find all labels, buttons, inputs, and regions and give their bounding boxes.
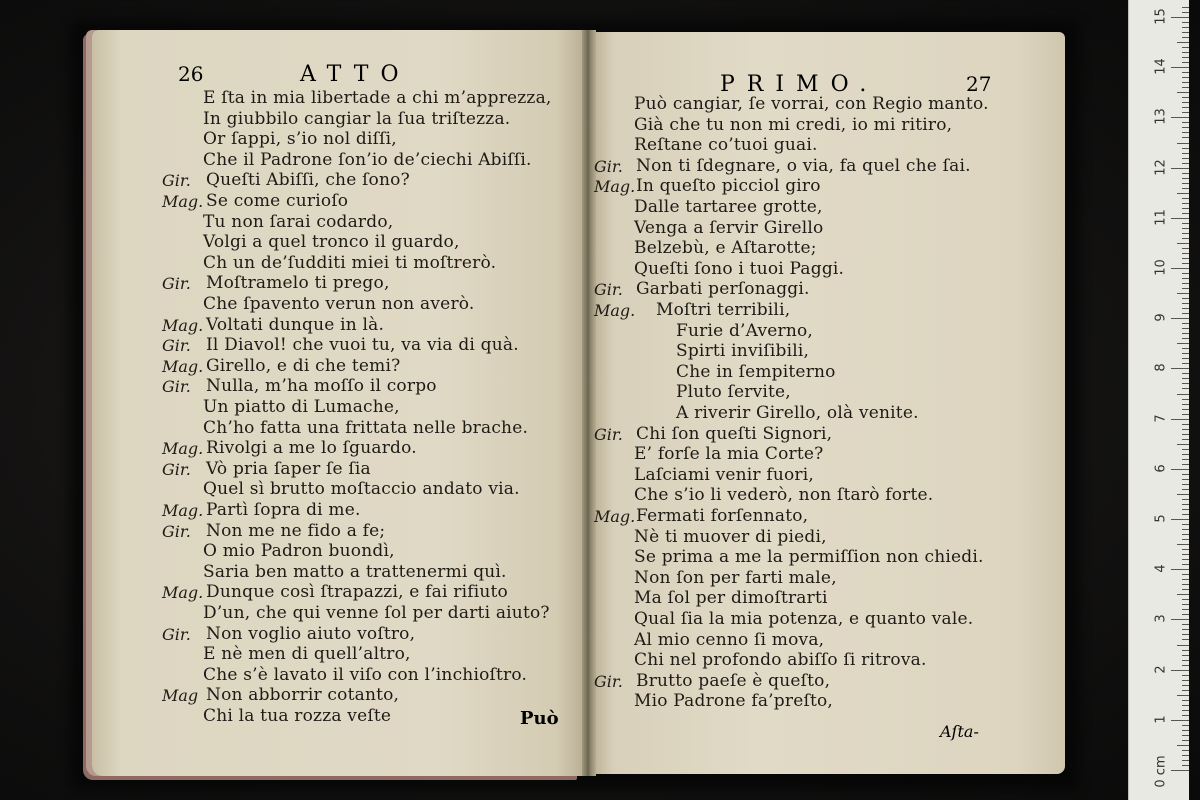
ruler-tick bbox=[1182, 188, 1189, 189]
verse-line: Rivolgi a me lo ſguardo. bbox=[206, 438, 417, 459]
verse-line: D’un, che qui venne ſol per darti aiuto? bbox=[203, 603, 550, 623]
ruler-tick bbox=[1182, 660, 1189, 661]
verse-line: Moſtri terribili, bbox=[656, 300, 791, 320]
ruler-tick bbox=[1182, 534, 1189, 535]
verse-line: Garbati perſonaggi. bbox=[636, 279, 810, 300]
ruler-number: 8 bbox=[1153, 363, 1169, 373]
ruler-tick bbox=[1177, 343, 1189, 344]
ruler-tick bbox=[1182, 82, 1189, 83]
ruler-number: 15 bbox=[1153, 8, 1169, 25]
verse-line: Che s’io li vederò, non ſtarò forte. bbox=[634, 485, 934, 506]
ruler-number: 10 bbox=[1153, 259, 1169, 276]
ruler-tick bbox=[1177, 92, 1189, 93]
ruler-tick bbox=[1182, 574, 1189, 575]
ruler-tick bbox=[1171, 67, 1189, 68]
verse-line: Belzebù, e Aſtarotte; bbox=[634, 238, 817, 259]
verse-line: Ma ſol per dimoſtrarti bbox=[634, 588, 828, 609]
ruler-tick bbox=[1182, 52, 1189, 53]
ruler-tick bbox=[1171, 218, 1189, 219]
verse-line: Pluto ſervite, bbox=[676, 382, 791, 403]
ruler-tick bbox=[1182, 399, 1189, 400]
ruler-tick bbox=[1182, 710, 1189, 711]
speaker-label: Gir. bbox=[162, 377, 191, 397]
ruler-tick bbox=[1182, 137, 1189, 138]
speaker-label: Mag. bbox=[162, 501, 204, 520]
ruler-tick bbox=[1182, 750, 1189, 751]
ruler-unit-label: 0 cm bbox=[1153, 755, 1169, 788]
ruler-tick bbox=[1182, 198, 1189, 199]
ruler-tick bbox=[1182, 685, 1189, 686]
ruler-tick bbox=[1182, 208, 1189, 209]
ruler-tick bbox=[1182, 524, 1189, 525]
ruler-tick bbox=[1171, 117, 1189, 118]
ruler-tick bbox=[1182, 112, 1189, 113]
speaker-label: Gir. bbox=[162, 624, 191, 644]
ruler-tick bbox=[1182, 333, 1189, 334]
verse-line: Al mio cenno ſi mova, bbox=[634, 629, 825, 650]
speaker-label: Gir. bbox=[162, 336, 191, 356]
ruler-tick bbox=[1171, 469, 1189, 470]
verse-line: Che ſpavento verun non averò. bbox=[203, 294, 475, 314]
ruler-tick bbox=[1182, 102, 1189, 103]
ruler-tick bbox=[1182, 740, 1189, 741]
ruler-tick bbox=[1182, 273, 1189, 274]
ruler-tick bbox=[1182, 173, 1189, 174]
verse-line: O mio Padron buondì, bbox=[203, 541, 395, 562]
ruler-tick bbox=[1182, 489, 1189, 490]
ruler-number: 2 bbox=[1153, 664, 1169, 674]
verse-line: Mio Padrone fa’preſto, bbox=[634, 691, 834, 712]
ruler-tick bbox=[1182, 690, 1189, 691]
verse-line: Che il Padrone ſon’io de’ciechi Abiſſi. bbox=[203, 149, 532, 170]
speaker-label: Gir. bbox=[594, 156, 623, 176]
ruler-tick bbox=[1182, 449, 1189, 450]
verse-line: Già che tu non mi credi, io mi ritiro, bbox=[634, 114, 953, 135]
verse-line: Non ti ſdegnare, o via, fa quel che ſai. bbox=[636, 155, 971, 176]
ruler-tick bbox=[1182, 228, 1189, 229]
ruler-tick bbox=[1182, 730, 1189, 731]
verse-line: Se come curioſo bbox=[206, 191, 349, 211]
ruler-tick bbox=[1182, 158, 1189, 159]
ruler-tick bbox=[1171, 670, 1189, 671]
ruler-tick bbox=[1182, 22, 1189, 23]
left-running-head: ATTO bbox=[300, 62, 411, 87]
ruler-number: 11 bbox=[1153, 209, 1169, 226]
ruler-tick bbox=[1182, 404, 1189, 405]
ruler-tick bbox=[1171, 368, 1189, 369]
verse-line: Non voglio aiuto voſtro, bbox=[206, 623, 416, 644]
ruler-tick bbox=[1182, 248, 1189, 249]
ruler-tick bbox=[1182, 388, 1189, 389]
ruler-tick bbox=[1182, 323, 1189, 324]
ruler-tick bbox=[1182, 700, 1189, 701]
verse-line: Voltati dunque in là. bbox=[206, 314, 385, 335]
ruler-tick bbox=[1182, 213, 1189, 214]
ruler-tick bbox=[1182, 148, 1189, 149]
verse-line: E nè men di quell’altro, bbox=[203, 644, 411, 665]
verse-line: Un piatto di Lumache, bbox=[203, 397, 400, 417]
ruler-tick bbox=[1182, 459, 1189, 460]
verse-line: Queſti Abiſſi, che ſono? bbox=[206, 170, 410, 191]
ruler-tick bbox=[1182, 183, 1189, 184]
ruler-tick bbox=[1182, 178, 1189, 179]
verse-line: Non me ne fido a fe; bbox=[206, 520, 386, 541]
ruler-tick bbox=[1182, 288, 1189, 289]
ruler-tick bbox=[1171, 419, 1189, 420]
ruler-tick bbox=[1182, 624, 1189, 625]
speaker-label: Mag. bbox=[162, 192, 204, 211]
ruler-number: 9 bbox=[1153, 313, 1169, 322]
ruler-tick bbox=[1182, 439, 1189, 440]
verse-line: Chi nel profondo abiſſo ſi ritrova. bbox=[634, 650, 927, 671]
verse-line: Qual ſia la mia potenza, e quanto vale. bbox=[634, 609, 974, 629]
ruler-tick bbox=[1182, 650, 1189, 651]
ruler-tick bbox=[1177, 695, 1189, 696]
ruler-tick bbox=[1182, 27, 1189, 28]
verse-line: Fermati forſennato, bbox=[636, 506, 809, 526]
ruler-number: 13 bbox=[1153, 108, 1169, 126]
ruler-tick bbox=[1177, 745, 1189, 746]
speaker-label: Gir. bbox=[162, 521, 191, 541]
ruler-tick bbox=[1171, 519, 1189, 520]
verse-line: Ch’ho fatta una frittata nelle brache. bbox=[203, 417, 529, 438]
ruler-tick bbox=[1182, 504, 1189, 505]
ruler-tick bbox=[1182, 409, 1189, 410]
ruler-tick bbox=[1182, 47, 1189, 48]
verse-line: Chi la tua rozza veſte bbox=[203, 706, 392, 726]
ruler-tick bbox=[1177, 444, 1189, 445]
verse-line: E’ forſe la mia Corte? bbox=[634, 444, 824, 465]
ruler-tick bbox=[1182, 725, 1189, 726]
ruler-tick bbox=[1171, 720, 1189, 721]
ruler-tick bbox=[1182, 705, 1189, 706]
verse-line: Nè ti muover di piedi, bbox=[634, 526, 827, 547]
ruler-tick bbox=[1182, 609, 1189, 610]
ruler-tick bbox=[1182, 484, 1189, 485]
verse-line: Ch un de’ſudditi miei ti moſtrerò. bbox=[203, 252, 497, 273]
ruler-tick bbox=[1182, 87, 1189, 88]
verse-line: Queſti ſono i tuoi Paggi. bbox=[634, 258, 845, 279]
ruler-tick bbox=[1182, 338, 1189, 339]
ruler-tick bbox=[1182, 755, 1189, 756]
ruler-tick bbox=[1182, 629, 1189, 630]
ruler-tick bbox=[1182, 313, 1189, 314]
speaker-label: Mag. bbox=[594, 507, 636, 526]
speaker-label: Gir. bbox=[162, 274, 191, 294]
verse-line: Girello, e di che temi? bbox=[206, 355, 401, 376]
verse-line: Spirti inviſibili, bbox=[676, 341, 810, 362]
verse-line: Che s’è lavato il viſo con l’inchioſtro. bbox=[203, 664, 528, 685]
ruler-tick bbox=[1182, 223, 1189, 224]
ruler-tick bbox=[1182, 308, 1189, 309]
ruler-tick bbox=[1182, 434, 1189, 435]
verse-line: Partì ſopra di me. bbox=[206, 500, 361, 520]
ruler-tick bbox=[1171, 17, 1189, 18]
verse-line: Nulla, m’ha moſſo il corpo bbox=[206, 376, 437, 397]
speaker-label: Mag. bbox=[594, 301, 636, 320]
verse-line: Or ſappi, s’io nol diſſi, bbox=[203, 129, 397, 150]
ruler-tick bbox=[1182, 7, 1189, 8]
speaker-label: Gir. bbox=[594, 424, 623, 444]
verse-line: Saria ben matto a trattenermi quì. bbox=[203, 561, 507, 582]
verse-line: Il Diavol! che vuoi tu, va via di quà. bbox=[206, 335, 519, 356]
verse-line: Non ſon per farti male, bbox=[634, 567, 837, 588]
ruler-tick bbox=[1182, 424, 1189, 425]
ruler-tick bbox=[1182, 715, 1189, 716]
ruler-tick bbox=[1182, 765, 1189, 766]
speaker-label: Gir. bbox=[594, 280, 623, 300]
ruler-tick bbox=[1171, 619, 1189, 620]
ruler-number: 6 bbox=[1153, 464, 1169, 473]
ruler-tick bbox=[1182, 233, 1189, 234]
ruler-tick bbox=[1182, 303, 1189, 304]
right-catchword: Aſta- bbox=[940, 722, 979, 741]
ruler-tick bbox=[1171, 268, 1189, 269]
ruler-tick bbox=[1177, 42, 1189, 43]
ruler-tick bbox=[1177, 494, 1189, 495]
ruler-tick bbox=[1182, 675, 1189, 676]
ruler-tick bbox=[1182, 665, 1189, 666]
ruler-tick bbox=[1182, 348, 1189, 349]
left-catchword: Può bbox=[520, 708, 559, 729]
ruler-tick bbox=[1182, 454, 1189, 455]
ruler-tick bbox=[1177, 645, 1189, 646]
ruler-tick bbox=[1182, 514, 1189, 515]
ruler-tick bbox=[1182, 163, 1189, 164]
ruler-tick bbox=[1182, 539, 1189, 540]
ruler-tick bbox=[1182, 549, 1189, 550]
verse-line: E ſta in mia libertade a chi m’apprezza, bbox=[203, 88, 552, 108]
ruler-tick bbox=[1182, 37, 1189, 38]
ruler-tick bbox=[1182, 127, 1189, 128]
ruler-tick bbox=[1182, 479, 1189, 480]
measuring-ruler bbox=[1128, 0, 1189, 800]
ruler-tick bbox=[1182, 353, 1189, 354]
verse-line: Tu non ſarai codardo, bbox=[203, 211, 394, 232]
speaker-label: Gir. bbox=[162, 459, 191, 479]
ruler-tick bbox=[1177, 293, 1189, 294]
ruler-tick bbox=[1171, 569, 1189, 570]
verse-line: In giubbilo cangiar la ſua triſtezza. bbox=[203, 108, 511, 129]
verse-line: Vò pria ſaper ſe ſia bbox=[206, 458, 371, 479]
verse-line: Dalle tartaree grotte, bbox=[634, 197, 823, 217]
verse-line: Moſtramelo ti prego, bbox=[206, 273, 390, 294]
ruler-tick bbox=[1182, 283, 1189, 284]
ruler-tick bbox=[1182, 363, 1189, 364]
right-running-head: PRIMO. bbox=[720, 72, 879, 97]
speaker-label: Mag. bbox=[162, 356, 204, 376]
ruler-tick bbox=[1182, 529, 1189, 530]
ruler-tick bbox=[1177, 594, 1189, 595]
ruler-tick bbox=[1182, 32, 1189, 33]
ruler-tick bbox=[1182, 57, 1189, 58]
verse-line: Può cangiar, ſe vorrai, con Regio manto. bbox=[634, 94, 989, 114]
verse-line: Furie d’Averno, bbox=[676, 320, 814, 341]
ruler-tick bbox=[1182, 378, 1189, 379]
speaker-label: Mag. bbox=[594, 177, 636, 197]
ruler-tick bbox=[1171, 770, 1189, 771]
speaker-label: Gir. bbox=[594, 671, 623, 691]
ruler-tick bbox=[1182, 614, 1189, 615]
ruler-tick bbox=[1182, 680, 1189, 681]
ruler-tick bbox=[1182, 203, 1189, 204]
ruler-tick bbox=[1182, 153, 1189, 154]
ruler-tick bbox=[1182, 639, 1189, 640]
ruler-number: 3 bbox=[1153, 614, 1169, 624]
ruler-tick bbox=[1182, 414, 1189, 415]
speaker-label: Mag. bbox=[162, 315, 204, 335]
verse-line: Non abborrir cotanto, bbox=[206, 685, 400, 706]
ruler-tick bbox=[1182, 499, 1189, 500]
ruler-tick bbox=[1182, 584, 1189, 585]
ruler-tick bbox=[1177, 394, 1189, 395]
verse-line: Laſciami venir fuori, bbox=[634, 464, 814, 485]
left-page-number: 26 bbox=[178, 62, 204, 86]
ruler-tick bbox=[1182, 509, 1189, 510]
right-page-number: 27 bbox=[966, 72, 992, 96]
ruler-number: 14 bbox=[1153, 58, 1169, 75]
verse-line: Che in ſempiterno bbox=[676, 361, 836, 382]
ruler-number: 5 bbox=[1153, 514, 1169, 523]
verse-line: Venga a ſervir Girello bbox=[634, 217, 824, 238]
ruler-tick bbox=[1182, 132, 1189, 133]
ruler-tick bbox=[1171, 318, 1189, 319]
speaker-label: Mag bbox=[162, 686, 199, 706]
ruler-number: 12 bbox=[1153, 158, 1169, 176]
ruler-tick bbox=[1182, 12, 1189, 13]
speaker-label: Gir. bbox=[162, 171, 191, 191]
verse-line: Dunque così ſtrapazzi, e fai rifiuto bbox=[206, 582, 508, 603]
ruler-tick bbox=[1177, 193, 1189, 194]
verse-line: In queſto picciol giro bbox=[636, 176, 821, 197]
ruler-tick bbox=[1182, 97, 1189, 98]
ruler-tick bbox=[1182, 258, 1189, 259]
verse-line: Se prima a me la permiſſion non chiedi. bbox=[634, 547, 984, 568]
ruler-tick bbox=[1182, 559, 1189, 560]
verse-line: Quel sì brutto moſtaccio andato via. bbox=[203, 479, 520, 500]
ruler-tick bbox=[1177, 544, 1189, 545]
ruler-tick bbox=[1182, 589, 1189, 590]
ruler-number: 1 bbox=[1153, 715, 1169, 724]
ruler-tick bbox=[1182, 107, 1189, 108]
book-gutter bbox=[582, 30, 596, 776]
ruler-tick bbox=[1182, 464, 1189, 465]
ruler-tick bbox=[1182, 383, 1189, 384]
ruler-tick bbox=[1182, 760, 1189, 761]
ruler-tick bbox=[1177, 143, 1189, 144]
ruler-tick bbox=[1182, 77, 1189, 78]
ruler-tick bbox=[1182, 474, 1189, 475]
ruler-tick bbox=[1182, 358, 1189, 359]
ruler-tick bbox=[1182, 298, 1189, 299]
ruler-tick bbox=[1182, 429, 1189, 430]
verse-line: A riverir Girello, olà venite. bbox=[676, 403, 919, 423]
ruler-tick bbox=[1182, 278, 1189, 279]
ruler-tick bbox=[1182, 599, 1189, 600]
verse-line: Volgi a quel tronco il guardo, bbox=[203, 232, 460, 253]
ruler-tick bbox=[1182, 554, 1189, 555]
verse-line: Reſtane co’tuoi guai. bbox=[634, 135, 818, 156]
verse-line: Brutto paeſe è queſto, bbox=[636, 670, 831, 691]
ruler-tick bbox=[1182, 735, 1189, 736]
ruler-tick bbox=[1171, 168, 1189, 169]
ruler-tick bbox=[1182, 122, 1189, 123]
ruler-tick bbox=[1182, 72, 1189, 73]
ruler-tick bbox=[1177, 243, 1189, 244]
ruler-tick bbox=[1182, 564, 1189, 565]
verse-line: Chi ſon queſti Signori, bbox=[636, 423, 833, 444]
ruler-tick bbox=[1182, 604, 1189, 605]
ruler-tick bbox=[1182, 579, 1189, 580]
ruler-tick bbox=[1182, 655, 1189, 656]
speaker-label: Mag. bbox=[162, 583, 204, 603]
ruler-tick bbox=[1182, 373, 1189, 374]
ruler-tick bbox=[1182, 238, 1189, 239]
speaker-label: Mag. bbox=[162, 439, 204, 459]
ruler-tick bbox=[1182, 62, 1189, 63]
ruler-number: 4 bbox=[1153, 564, 1169, 573]
ruler-tick bbox=[1182, 634, 1189, 635]
ruler-tick bbox=[1182, 263, 1189, 264]
ruler-number: 7 bbox=[1153, 413, 1169, 423]
ruler-tick bbox=[1182, 253, 1189, 254]
ruler-tick bbox=[1182, 328, 1189, 329]
